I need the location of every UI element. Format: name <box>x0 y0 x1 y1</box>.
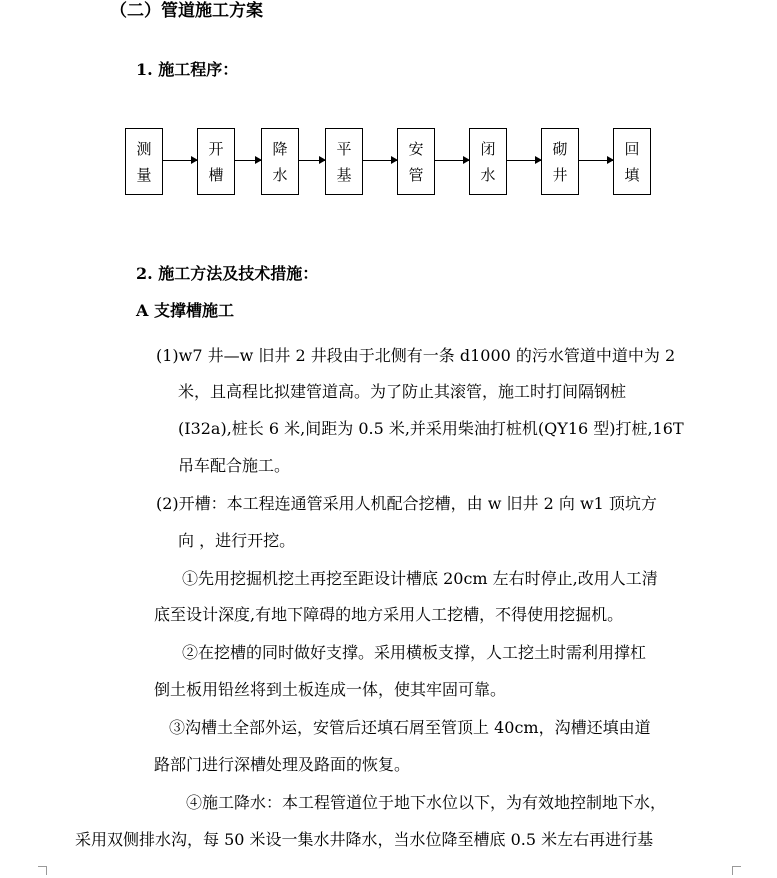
paragraph-line: 采用双侧排水沟，每 50 米设一集水井降水，当水位降至槽底 0.5 米左右再进行基 <box>75 830 654 849</box>
step1-heading: 1. 施工程序： <box>136 60 239 79</box>
paragraph-line: (I32a),桩长 6 米,间距为 0.5 米,并采用柴油打桩机(QY16 型)打桩,16T <box>178 419 684 438</box>
flow-box-dewater <box>261 128 299 195</box>
subsection-a-heading: A 支撑槽施工 <box>136 301 234 320</box>
flow-box-char: 水 <box>480 165 496 184</box>
flow-box-measure <box>125 128 163 195</box>
paragraph-line: 吊车配合施工。 <box>178 456 291 475</box>
flow-box-backfill <box>613 128 651 195</box>
flow-box-build-well <box>541 128 579 195</box>
flow-box-char: 管 <box>408 165 424 184</box>
paragraph-line: 倒土板用铅丝将到土板连成一体，使其牢固可靠。 <box>154 680 507 699</box>
flow-box-level-base <box>325 128 363 195</box>
flow-box-char: 槽 <box>208 165 224 184</box>
flow-box-char: 闭 <box>480 139 496 158</box>
paragraph-line: ①先用挖掘机挖土再挖至距设计槽底 20cm 左右时停止,改用人工清 <box>182 569 658 588</box>
flow-box-char: 量 <box>136 165 152 184</box>
section-title: （二）管道施工方案 <box>110 1 263 21</box>
paragraph-line: ③沟槽土全部外运，安管后还填石屑至管顶上 40cm，沟槽还填由道 <box>169 718 651 737</box>
paragraph-line: 米，且高程比拟建管道高。为了防止其滚管，施工时打间隔钢桩 <box>178 382 627 401</box>
flow-box-char: 水 <box>272 165 288 184</box>
flow-arrow <box>579 160 613 161</box>
flow-box-char: 安 <box>408 139 424 158</box>
step2-heading: 2. 施工方法及技术措施： <box>136 264 319 283</box>
flow-box-install-pipe <box>397 128 435 195</box>
paragraph-line: (2)开槽：本工程连通管采用人机配合挖槽，由 w 旧井 2 向 w1 顶坑方 <box>156 494 657 513</box>
flow-box-trench <box>197 128 235 195</box>
flow-arrow <box>163 160 197 161</box>
flow-box-char: 测 <box>136 139 152 158</box>
flow-box-char: 填 <box>624 165 640 184</box>
flow-box-char: 降 <box>272 139 288 158</box>
flow-box-char: 开 <box>208 139 224 158</box>
flow-box-char: 平 <box>336 139 352 158</box>
paragraph-line: (1)w7 井—w 旧井 2 井段由于北侧有一条 d1000 的污水管道中道中为 2 <box>156 346 676 365</box>
flow-arrow <box>435 160 469 161</box>
flow-box-water-test <box>469 128 507 195</box>
flow-arrow <box>299 160 325 161</box>
flow-box-char: 基 <box>336 165 352 184</box>
flow-arrow <box>507 160 541 161</box>
flow-box-char: 回 <box>624 139 640 158</box>
paragraph-line: 路部门进行深槽处理及路面的恢复。 <box>154 755 411 774</box>
flow-box-char: 砌 <box>552 139 568 158</box>
flow-box-char: 井 <box>552 165 568 184</box>
paragraph-line: 底至设计深度,有地下障碍的地方采用人工挖槽，不得使用挖掘机。 <box>154 605 624 624</box>
page-margin-corner-left <box>38 866 47 875</box>
paragraph-line: ④施工降水：本工程管道位于地下水位以下，为有效地控制地下水， <box>186 793 667 812</box>
page-margin-corner-right <box>732 866 741 875</box>
flow-arrow <box>235 160 261 161</box>
flow-arrow <box>363 160 397 161</box>
paragraph-line: 向 ，进行开挖。 <box>178 531 296 550</box>
paragraph-line: ②在挖槽的同时做好支撑。采用横板支撑，人工挖土时需利用撑杠 <box>182 643 647 662</box>
